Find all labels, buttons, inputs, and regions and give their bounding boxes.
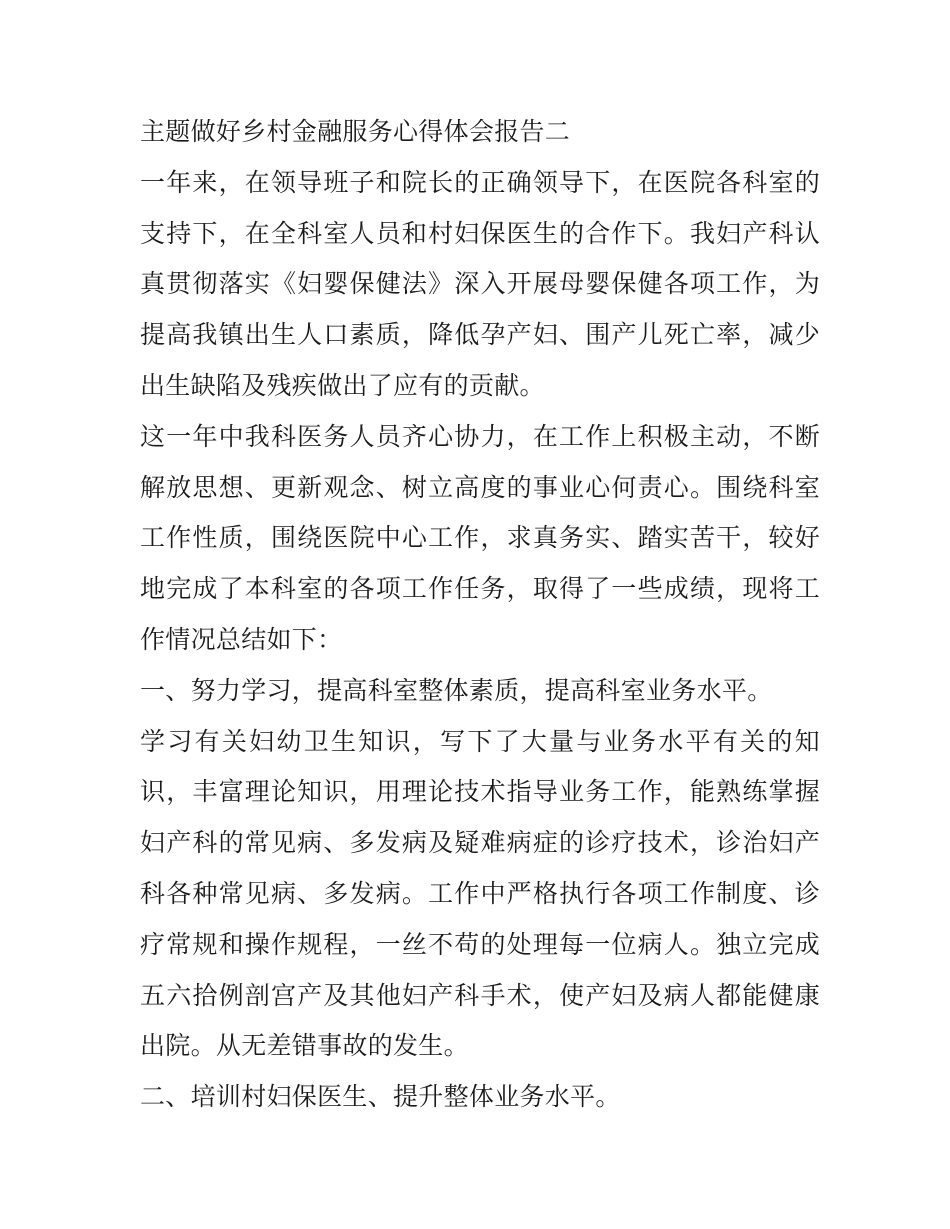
document-title: 主题做好乡村金融服务心得体会报告二 xyxy=(140,117,571,146)
section-heading-2: 二、培训村妇保医生、提升整体业务水平。 xyxy=(140,1082,621,1112)
section-heading-1: 一、努力学习，提高科室整体素质，提高科室业务水平。 xyxy=(140,675,773,705)
document-body xyxy=(140,107,820,1123)
paragraph-study: 学习有关妇幼卫生知识，写下了大量与业务水平有关的知识，丰富理论知识，用理论技术指导业务工作，能熟练掌握妇产科的常见病、多发病及疑难病症的诊疗技术，诊治妇产科各种常见病、多发病。工作中严格执行各项工作制度、诊疗常规和操作规程，一丝不苟的处理每一位病人。独立完成五六拾例剖宫产及其他妇产科手术，使产妇及病人都能健康出院。从无差错事故的发生。 xyxy=(140,726,820,1061)
paragraph-intro: 一年来，在领导班子和院长的正确领导下，在医院各科室的支持下，在全科室人员和村妇保医生的合作下。我妇产科认真贯彻落实《妇婴保健法》深入开展母婴保健各项工作，为提高我镇出生人口素质，降低孕产妇、围产儿死亡率，减少出生缺陷及残疾做出了应有的贡献。 xyxy=(140,167,820,400)
paragraph-summary: 这一年中我科医务人员齐心协力，在工作上积极主动，不断解放思想、更新观念、树立高度的事业心何责心。围绕科室工作性质，围绕医院中心工作，求真务实、踏实苦干，较好地完成了本科室的各项工作任务，取得了一些成绩，现将工作情况总结如下： xyxy=(140,421,820,654)
